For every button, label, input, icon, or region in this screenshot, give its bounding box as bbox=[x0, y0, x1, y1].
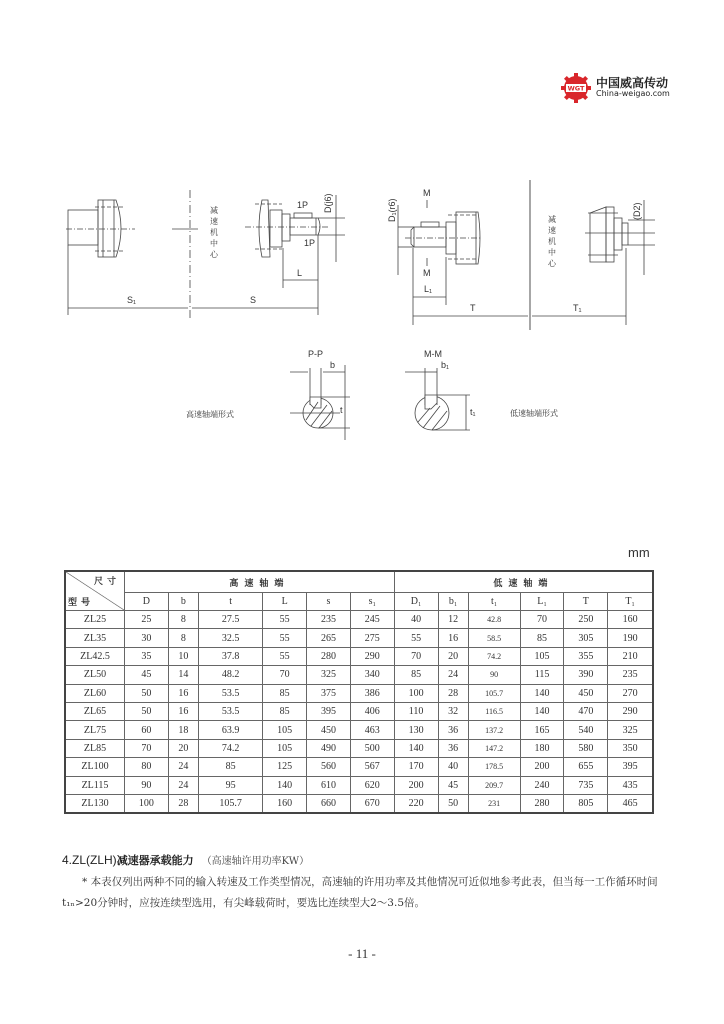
table-body bbox=[65, 611, 653, 814]
value-cell: 406 bbox=[350, 702, 394, 720]
value-cell: 40 bbox=[394, 611, 438, 629]
brand-site: China-weigao.com bbox=[596, 89, 670, 99]
high-speed-shaft-drawing bbox=[245, 193, 345, 262]
value-cell: 805 bbox=[564, 794, 608, 813]
model-cell: ZL75 bbox=[65, 721, 125, 739]
low-speed-shaft-drawing bbox=[387, 188, 482, 278]
value-cell: 60 bbox=[125, 721, 169, 739]
svg-text:D₁(r6): D₁(r6) bbox=[387, 198, 397, 222]
value-cell: 25 bbox=[125, 611, 169, 629]
brand-name: 中国威高传动 bbox=[596, 76, 669, 90]
col-header: s bbox=[307, 593, 351, 611]
svg-text:M: M bbox=[423, 188, 431, 198]
value-cell: 24 bbox=[438, 666, 468, 684]
svg-text:S: S bbox=[250, 295, 257, 305]
table-row bbox=[65, 758, 653, 776]
value-cell: 340 bbox=[350, 666, 394, 684]
svg-text:t₁: t₁ bbox=[470, 407, 476, 417]
value-cell: 24 bbox=[168, 758, 198, 776]
svg-text:速: 速 bbox=[548, 226, 556, 235]
col-header: T bbox=[564, 593, 608, 611]
value-cell: 190 bbox=[608, 629, 653, 647]
value-cell: 200 bbox=[520, 758, 564, 776]
svg-text:(D2): (D2) bbox=[632, 202, 642, 220]
section-prefix: 4.ZL(ZLH) bbox=[62, 853, 117, 867]
col-header: s₁ bbox=[350, 593, 394, 611]
value-cell: 85 bbox=[263, 702, 307, 720]
value-cell: 90 bbox=[468, 666, 520, 684]
value-cell: 325 bbox=[307, 666, 351, 684]
svg-text:b₁: b₁ bbox=[441, 360, 450, 370]
value-cell: 200 bbox=[394, 776, 438, 794]
svg-text:P-P: P-P bbox=[308, 349, 324, 359]
table-row bbox=[65, 776, 653, 794]
value-cell: 265 bbox=[307, 629, 351, 647]
value-cell: 580 bbox=[564, 739, 608, 757]
value-cell: 290 bbox=[608, 702, 653, 720]
value-cell: 50 bbox=[125, 702, 169, 720]
value-cell: 350 bbox=[608, 739, 653, 757]
value-cell: 115 bbox=[520, 666, 564, 684]
value-cell: 610 bbox=[307, 776, 351, 794]
value-cell: 37.8 bbox=[198, 647, 262, 665]
svg-text:b: b bbox=[330, 360, 336, 370]
value-cell: 74.2 bbox=[198, 739, 262, 757]
value-cell: 235 bbox=[307, 611, 351, 629]
value-cell: 390 bbox=[564, 666, 608, 684]
col-header: L bbox=[263, 593, 307, 611]
value-cell: 35 bbox=[125, 647, 169, 665]
model-cell: ZL65 bbox=[65, 702, 125, 720]
value-cell: 45 bbox=[125, 666, 169, 684]
svg-text:M-M: M-M bbox=[424, 349, 442, 359]
value-cell: 100 bbox=[394, 684, 438, 702]
value-cell: 16 bbox=[438, 629, 468, 647]
value-cell: 147.2 bbox=[468, 739, 520, 757]
value-cell: 450 bbox=[564, 684, 608, 702]
model-cell: ZL50 bbox=[65, 666, 125, 684]
value-cell: 53.5 bbox=[198, 684, 262, 702]
value-cell: 560 bbox=[307, 758, 351, 776]
value-cell: 290 bbox=[350, 647, 394, 665]
value-cell: 325 bbox=[608, 721, 653, 739]
value-cell: 10 bbox=[168, 647, 198, 665]
value-cell: 28 bbox=[168, 794, 198, 813]
value-cell: 490 bbox=[307, 739, 351, 757]
input-flange-drawing bbox=[66, 200, 135, 257]
value-cell: 160 bbox=[608, 611, 653, 629]
value-cell: 280 bbox=[307, 647, 351, 665]
value-cell: 220 bbox=[394, 794, 438, 813]
value-cell: 395 bbox=[608, 758, 653, 776]
col-header: D₁ bbox=[394, 593, 438, 611]
value-cell: 85 bbox=[394, 666, 438, 684]
value-cell: 55 bbox=[263, 647, 307, 665]
value-cell: 240 bbox=[520, 776, 564, 794]
value-cell: 105.7 bbox=[198, 794, 262, 813]
value-cell: 231 bbox=[468, 794, 520, 813]
table-row bbox=[65, 794, 653, 813]
model-cell: ZL35 bbox=[65, 629, 125, 647]
table-row bbox=[65, 611, 653, 629]
value-cell: 178.5 bbox=[468, 758, 520, 776]
value-cell: 18 bbox=[168, 721, 198, 739]
value-cell: 465 bbox=[608, 794, 653, 813]
value-cell: 74.2 bbox=[468, 647, 520, 665]
value-cell: 165 bbox=[520, 721, 564, 739]
table-row bbox=[65, 739, 653, 757]
svg-text:M: M bbox=[423, 268, 431, 278]
value-cell: 63.9 bbox=[198, 721, 262, 739]
value-cell: 100 bbox=[125, 794, 169, 813]
table-row bbox=[65, 629, 653, 647]
value-cell: 435 bbox=[608, 776, 653, 794]
col-header: b₁ bbox=[438, 593, 468, 611]
value-cell: 105 bbox=[520, 647, 564, 665]
model-cell: ZL130 bbox=[65, 794, 125, 813]
table-row bbox=[65, 666, 653, 684]
value-cell: 90 bbox=[125, 776, 169, 794]
value-cell: 245 bbox=[350, 611, 394, 629]
value-cell: 70 bbox=[263, 666, 307, 684]
value-cell: 32.5 bbox=[198, 629, 262, 647]
svg-text:高速轴端形式: 高速轴端形式 bbox=[186, 410, 234, 419]
value-cell: 14 bbox=[168, 666, 198, 684]
value-cell: 500 bbox=[350, 739, 394, 757]
value-cell: 470 bbox=[564, 702, 608, 720]
value-cell: 28 bbox=[438, 684, 468, 702]
svg-text:S₁: S₁ bbox=[127, 295, 137, 305]
value-cell: 16 bbox=[168, 702, 198, 720]
value-cell: 36 bbox=[438, 739, 468, 757]
value-cell: 270 bbox=[608, 684, 653, 702]
col-header: T₁ bbox=[608, 593, 653, 611]
value-cell: 170 bbox=[394, 758, 438, 776]
value-cell: 355 bbox=[564, 647, 608, 665]
dimension-table bbox=[64, 570, 654, 814]
unit-label: mm bbox=[628, 545, 650, 560]
value-cell: 70 bbox=[125, 739, 169, 757]
value-cell: 463 bbox=[350, 721, 394, 739]
value-cell: 105 bbox=[263, 739, 307, 757]
value-cell: 48.2 bbox=[198, 666, 262, 684]
value-cell: 180 bbox=[520, 739, 564, 757]
value-cell: 50 bbox=[438, 794, 468, 813]
value-cell: 620 bbox=[350, 776, 394, 794]
value-cell: 137.2 bbox=[468, 721, 520, 739]
svg-text:减: 减 bbox=[210, 206, 218, 215]
value-cell: 30 bbox=[125, 629, 169, 647]
value-cell: 55 bbox=[263, 611, 307, 629]
col-header: b bbox=[168, 593, 198, 611]
svg-text:机: 机 bbox=[210, 228, 218, 237]
col-header: D bbox=[125, 593, 169, 611]
value-cell: 40 bbox=[438, 758, 468, 776]
svg-text:t: t bbox=[340, 405, 343, 415]
value-cell: 395 bbox=[307, 702, 351, 720]
group-header-high-speed: 高速轴端 bbox=[125, 571, 395, 593]
table-row bbox=[65, 721, 653, 739]
svg-text:低速轴端形式: 低速轴端形式 bbox=[510, 409, 558, 418]
svg-text:减: 减 bbox=[548, 215, 556, 224]
value-cell: 235 bbox=[608, 666, 653, 684]
value-cell: 655 bbox=[564, 758, 608, 776]
svg-text:L: L bbox=[297, 268, 303, 278]
value-cell: 58.5 bbox=[468, 629, 520, 647]
value-cell: 660 bbox=[307, 794, 351, 813]
svg-text:D(j6): D(j6) bbox=[323, 193, 333, 213]
value-cell: 12 bbox=[438, 611, 468, 629]
value-cell: 85 bbox=[263, 684, 307, 702]
center-label-2 bbox=[548, 214, 557, 268]
section-title: 减速器承载能力 bbox=[116, 854, 194, 867]
value-cell: 85 bbox=[520, 629, 564, 647]
value-cell: 125 bbox=[263, 758, 307, 776]
table-corner-header: 尺寸 型号 bbox=[65, 571, 125, 611]
value-cell: 210 bbox=[608, 647, 653, 665]
svg-text:机: 机 bbox=[548, 237, 556, 246]
value-cell: 45 bbox=[438, 776, 468, 794]
value-cell: 70 bbox=[394, 647, 438, 665]
value-cell: 305 bbox=[564, 629, 608, 647]
svg-text:T₁: T₁ bbox=[573, 303, 582, 313]
value-cell: 375 bbox=[307, 684, 351, 702]
value-cell: 140 bbox=[520, 702, 564, 720]
value-cell: 32 bbox=[438, 702, 468, 720]
value-cell: 8 bbox=[168, 611, 198, 629]
value-cell: 70 bbox=[520, 611, 564, 629]
section-pp-drawing bbox=[186, 349, 350, 440]
svg-text:WGT: WGT bbox=[567, 84, 585, 93]
value-cell: 110 bbox=[394, 702, 438, 720]
value-cell: 16 bbox=[168, 684, 198, 702]
value-cell: 53.5 bbox=[198, 702, 262, 720]
section-heading bbox=[62, 852, 309, 868]
output-flange-drawing bbox=[585, 200, 655, 275]
value-cell: 8 bbox=[168, 629, 198, 647]
value-cell: 140 bbox=[394, 739, 438, 757]
section-subtitle: （高速轴许用功率KW） bbox=[201, 856, 310, 867]
value-cell: 140 bbox=[263, 776, 307, 794]
value-cell: 55 bbox=[394, 629, 438, 647]
col-header: t₁ bbox=[468, 593, 520, 611]
value-cell: 85 bbox=[198, 758, 262, 776]
value-cell: 24 bbox=[168, 776, 198, 794]
value-cell: 386 bbox=[350, 684, 394, 702]
table-row bbox=[65, 702, 653, 720]
group-header-low-speed: 低速轴端 bbox=[394, 571, 653, 593]
table-row bbox=[65, 647, 653, 665]
value-cell: 250 bbox=[564, 611, 608, 629]
model-cell: ZL25 bbox=[65, 611, 125, 629]
col-header: L₁ bbox=[520, 593, 564, 611]
svg-text:中: 中 bbox=[548, 248, 556, 257]
table-row bbox=[65, 684, 653, 702]
value-cell: 567 bbox=[350, 758, 394, 776]
value-cell: 735 bbox=[564, 776, 608, 794]
value-cell: 280 bbox=[520, 794, 564, 813]
col-header: t bbox=[198, 593, 262, 611]
value-cell: 450 bbox=[307, 721, 351, 739]
svg-text:中: 中 bbox=[210, 239, 218, 248]
value-cell: 275 bbox=[350, 629, 394, 647]
value-cell: 95 bbox=[198, 776, 262, 794]
value-cell: 540 bbox=[564, 721, 608, 739]
svg-text:L₁: L₁ bbox=[424, 284, 433, 294]
value-cell: 42.8 bbox=[468, 611, 520, 629]
value-cell: 50 bbox=[125, 684, 169, 702]
svg-text:T: T bbox=[470, 303, 476, 313]
model-cell: ZL115 bbox=[65, 776, 125, 794]
svg-text:速: 速 bbox=[210, 217, 218, 226]
value-cell: 105.7 bbox=[468, 684, 520, 702]
value-cell: 140 bbox=[520, 684, 564, 702]
page-number: - 11 - bbox=[348, 946, 376, 961]
value-cell: 160 bbox=[263, 794, 307, 813]
svg-text:1P: 1P bbox=[297, 200, 309, 210]
svg-text:心: 心 bbox=[210, 250, 218, 259]
model-cell: ZL60 bbox=[65, 684, 125, 702]
value-cell: 27.5 bbox=[198, 611, 262, 629]
center-label-1 bbox=[210, 205, 219, 259]
value-cell: 20 bbox=[438, 647, 468, 665]
value-cell: 36 bbox=[438, 721, 468, 739]
value-cell: 130 bbox=[394, 721, 438, 739]
svg-text:心: 心 bbox=[548, 259, 556, 268]
value-cell: 209.7 bbox=[468, 776, 520, 794]
section-note: * 本表仅列出两种不同的输入转速及工作类型情况，高速轴的许用功率及其他情况可近似地参考此表，但当每一工作循环时间t₁ₙ>20分钟时，应按连续型选用，有尖峰载荷时，要选比连续型大2～3.5倍。 bbox=[62, 876, 658, 909]
model-cell: ZL100 bbox=[65, 758, 125, 776]
model-cell: ZL85 bbox=[65, 739, 125, 757]
model-cell: ZL42.5 bbox=[65, 647, 125, 665]
value-cell: 105 bbox=[263, 721, 307, 739]
value-cell: 20 bbox=[168, 739, 198, 757]
section-mm-drawing bbox=[405, 349, 558, 430]
value-cell: 670 bbox=[350, 794, 394, 813]
value-cell: 116.5 bbox=[468, 702, 520, 720]
svg-text:1P: 1P bbox=[304, 238, 316, 248]
value-cell: 55 bbox=[263, 629, 307, 647]
value-cell: 80 bbox=[125, 758, 169, 776]
